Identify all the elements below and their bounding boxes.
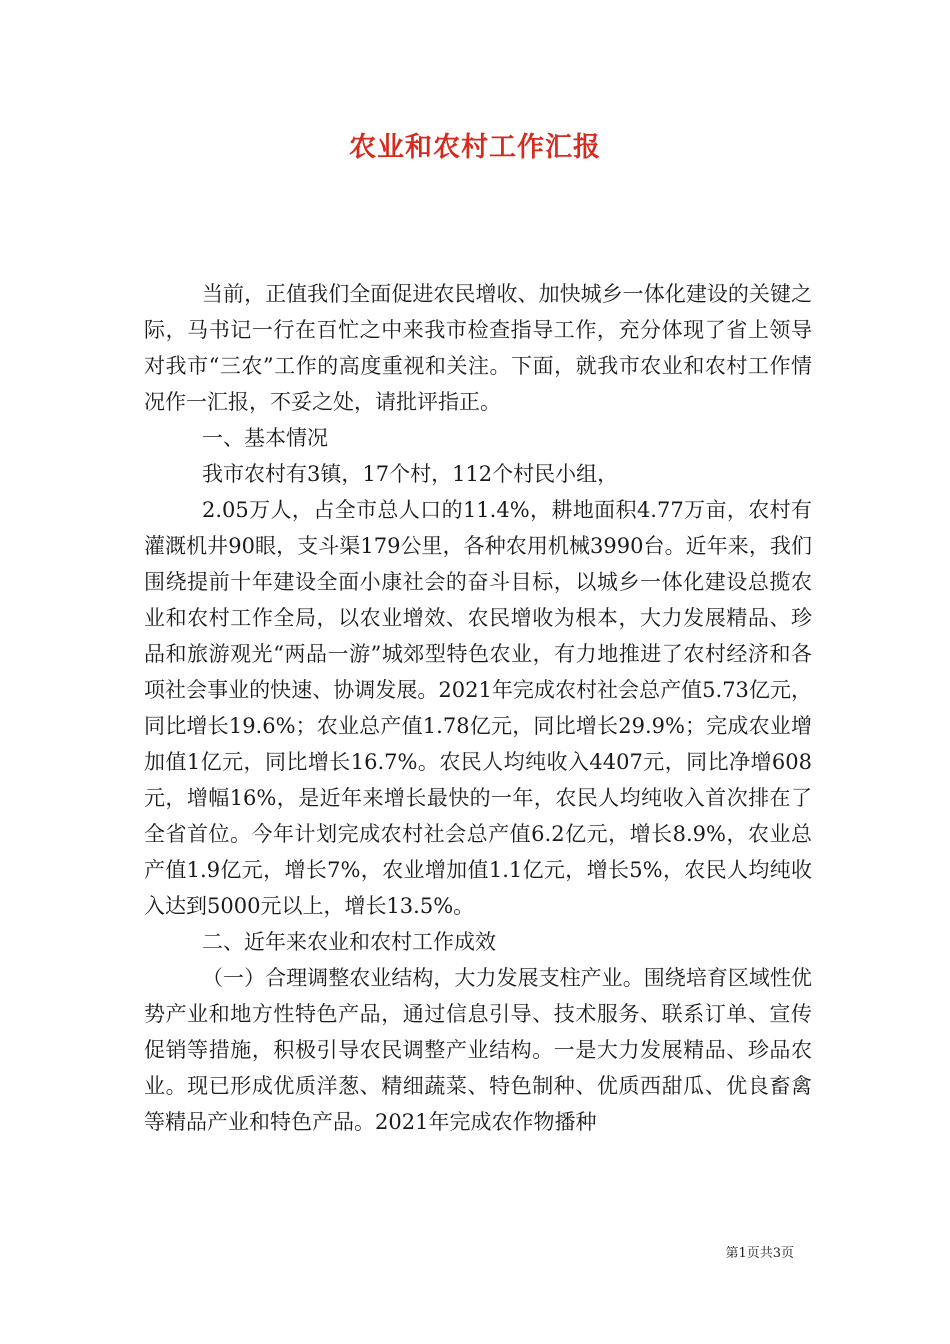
page-number: 第1页共3页 (725, 1246, 794, 1261)
paragraph-structure: （一）合理调整农业结构，大力发展支柱产业。围绕培育区域性优势产业和地方性特色产品，通过信息引导、技术服务、联系订单、宣传促销等措施，积极引导农民调整产业结构。一是大力发展精品、珍品农业。现已形成优质洋葱、精细蔬菜、特色制种、优质西甜瓜、优良畜禽等精品产业和特色产品。2021年完成农作物播种 (144, 966, 812, 1134)
paragraph-village-stats: 我市农村有3镇，17个村，112个村民小组， (202, 462, 619, 486)
paragraph-intro: 当前，正值我们全面促进农民增收、加快城乡一体化建设的关键之际，马书记一行在百忙之中来我市检查指导工作，充分体现了省上领导对我市“三农”工作的高度重视和关注。下面，就我市农业和农村工作情况作一汇报，不妥之处，请批评指正。 (144, 282, 812, 414)
paragraph-economy: 2.05万人，占全市总人口的11.4%，耕地面积4.77万亩，农村有灌溉机井90眼，支斗渠179公里，各种农用机械3990台。近年来，我们围绕提前十年建设全面小康社会的奋斗目标，以城乡一体化建设总揽农业和农村工作全局，以农业增效、农民增收为根本，大力发展精品、珍品和旅游观光“两品一游”城郊型特色农业，有力地推进了农村经济和各项社会事业的快速、协调发展。2021年完成农村社会总产值5.73亿元，同比增长19.6%；农业总产值1.78亿元，同比增长29.9%；完成农业增加值1亿元，同比增长16.7%。农民人均纯收入4407元，同比净增608元，增幅16%，是近年来增长最快的一年，农民人均纯收入首次排在了全省首位。今年计划完成农村社会总产值6.2亿元，增长8.9%，农业总产值1.9亿元，增长7%，农业增加值1.1亿元，增长5%，农民人均纯收入达到5000元以上，增长13.5%。 (144, 498, 812, 918)
section-heading-basic: 一、基本情况 (202, 426, 328, 450)
document-body (144, 276, 812, 1140)
section-heading-achievements: 二、近年来农业和农村工作成效 (202, 930, 496, 954)
document-title: 农业和农村工作汇报 (349, 132, 601, 163)
